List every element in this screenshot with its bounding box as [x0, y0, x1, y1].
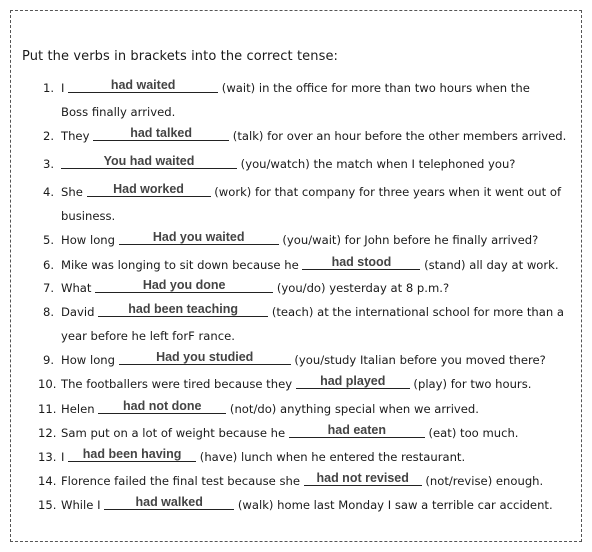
- item-text-after: (you/study Italian before you moved there?: [290, 353, 546, 367]
- answer-blank: Had you done: [95, 278, 273, 293]
- item-text-before: The footballers were tired because they: [61, 377, 296, 391]
- item-text-before: They: [61, 129, 94, 143]
- answer-blank: had not revised: [304, 471, 422, 486]
- item-number: 12.: [38, 426, 57, 440]
- item-text-before: Mike was longing to sit down because he: [61, 258, 303, 272]
- exercise-item-2: [0, 128, 592, 144]
- exercise-item-4-continued: [0, 208, 592, 224]
- answer-blank: Had you studied: [119, 350, 291, 365]
- item-text-after: (not/do) anything special when we arrived.: [226, 402, 479, 416]
- item-text-after: (you/do) yesterday at 8 p.m.?: [273, 281, 450, 295]
- exercise-item-12: [0, 425, 592, 441]
- item-text-continued: business.: [61, 209, 116, 223]
- exercise-item-9: [0, 352, 592, 368]
- answer-blank: had been having: [68, 447, 196, 462]
- exercise-item-11: [0, 401, 592, 417]
- item-text-after: (eat) too much.: [424, 426, 519, 440]
- answer-blank: had eaten: [289, 423, 425, 438]
- item-text-before: How long: [61, 353, 119, 367]
- exercise-item-4: [0, 184, 592, 200]
- exercise-item-7: [0, 280, 592, 296]
- item-number: 10.: [38, 377, 57, 391]
- item-number: 9.: [42, 353, 54, 367]
- item-number: 7.: [42, 281, 54, 295]
- item-number: 6.: [42, 258, 54, 272]
- answer-blank: You had waited: [61, 154, 237, 169]
- item-text-before: She: [61, 185, 87, 199]
- item-number: 4.: [42, 185, 54, 199]
- item-text-after: (wait) in the office for more than two hours when the: [218, 81, 530, 95]
- exercise-item-15: [0, 497, 592, 513]
- exercise-item-13: [0, 449, 592, 465]
- exercise-item-10: [0, 376, 592, 392]
- item-text-continued: year before he left forF rance.: [61, 329, 235, 343]
- item-text-before: While I: [61, 498, 105, 512]
- item-text-before: Sam put on a lot of weight because he: [61, 426, 289, 440]
- item-number: 1.: [42, 81, 54, 95]
- item-number: 15.: [38, 498, 57, 512]
- item-number: 11.: [38, 402, 57, 416]
- exercise-item-1-continued: [0, 104, 592, 120]
- item-text-before: David: [61, 305, 99, 319]
- item-text-after: (you/wait) for John before he finally arrived?: [278, 233, 539, 247]
- item-text-before: Florence failed the final test because she: [61, 474, 304, 488]
- answer-blank: had talked: [93, 126, 229, 141]
- item-text-after: (have) lunch when he entered the restaurant.: [196, 450, 466, 464]
- item-text-after: (stand) all day at work.: [420, 258, 559, 272]
- item-number: 8.: [42, 305, 54, 319]
- answer-blank: had stood: [302, 255, 420, 270]
- item-text-before: What: [61, 281, 96, 295]
- exercise-item-5: [0, 232, 592, 248]
- item-text-before: I: [61, 81, 69, 95]
- item-text-after: (not/revise) enough.: [421, 474, 544, 488]
- answer-blank: had waited: [68, 78, 218, 93]
- item-text-before: How long: [61, 233, 119, 247]
- exercise-item-14: [0, 473, 592, 489]
- item-text-after: (play) for two hours.: [409, 377, 532, 391]
- item-text-after: (teach) at the international school for more than a: [268, 305, 564, 319]
- answer-blank: had been teaching: [98, 302, 268, 317]
- exercise-item-1: [0, 80, 592, 96]
- item-text-after: (you/watch) the match when I telephoned you?: [237, 157, 516, 171]
- item-number: 5.: [42, 233, 54, 247]
- instruction-heading: Put the verbs in brackets into the correct tense:: [22, 49, 339, 64]
- item-number: 3.: [42, 157, 54, 171]
- answer-blank: had walked: [104, 495, 234, 510]
- exercise-item-6: [0, 257, 592, 273]
- exercise-item-3: [0, 156, 592, 172]
- answer-blank: Had worked: [87, 182, 211, 197]
- item-text-continued: Boss finally arrived.: [61, 105, 176, 119]
- item-number: 2.: [42, 129, 54, 143]
- answer-blank: Had you waited: [119, 230, 279, 245]
- answer-blank: had not done: [98, 399, 226, 414]
- exercise-item-8: [0, 304, 592, 320]
- item-number: 14.: [38, 474, 57, 488]
- item-number: 13.: [38, 450, 57, 464]
- item-text-after: (talk) for over an hour before the other members arrived.: [229, 129, 567, 143]
- item-text-after: (walk) home last Monday I saw a terrible car accident.: [234, 498, 553, 512]
- item-text-before: I: [61, 450, 69, 464]
- item-text-after: (work) for that company for three years when it went out of: [210, 185, 562, 199]
- answer-blank: had played: [296, 374, 410, 389]
- exercise-item-8-continued: [0, 328, 592, 344]
- item-text-before: Helen: [61, 402, 99, 416]
